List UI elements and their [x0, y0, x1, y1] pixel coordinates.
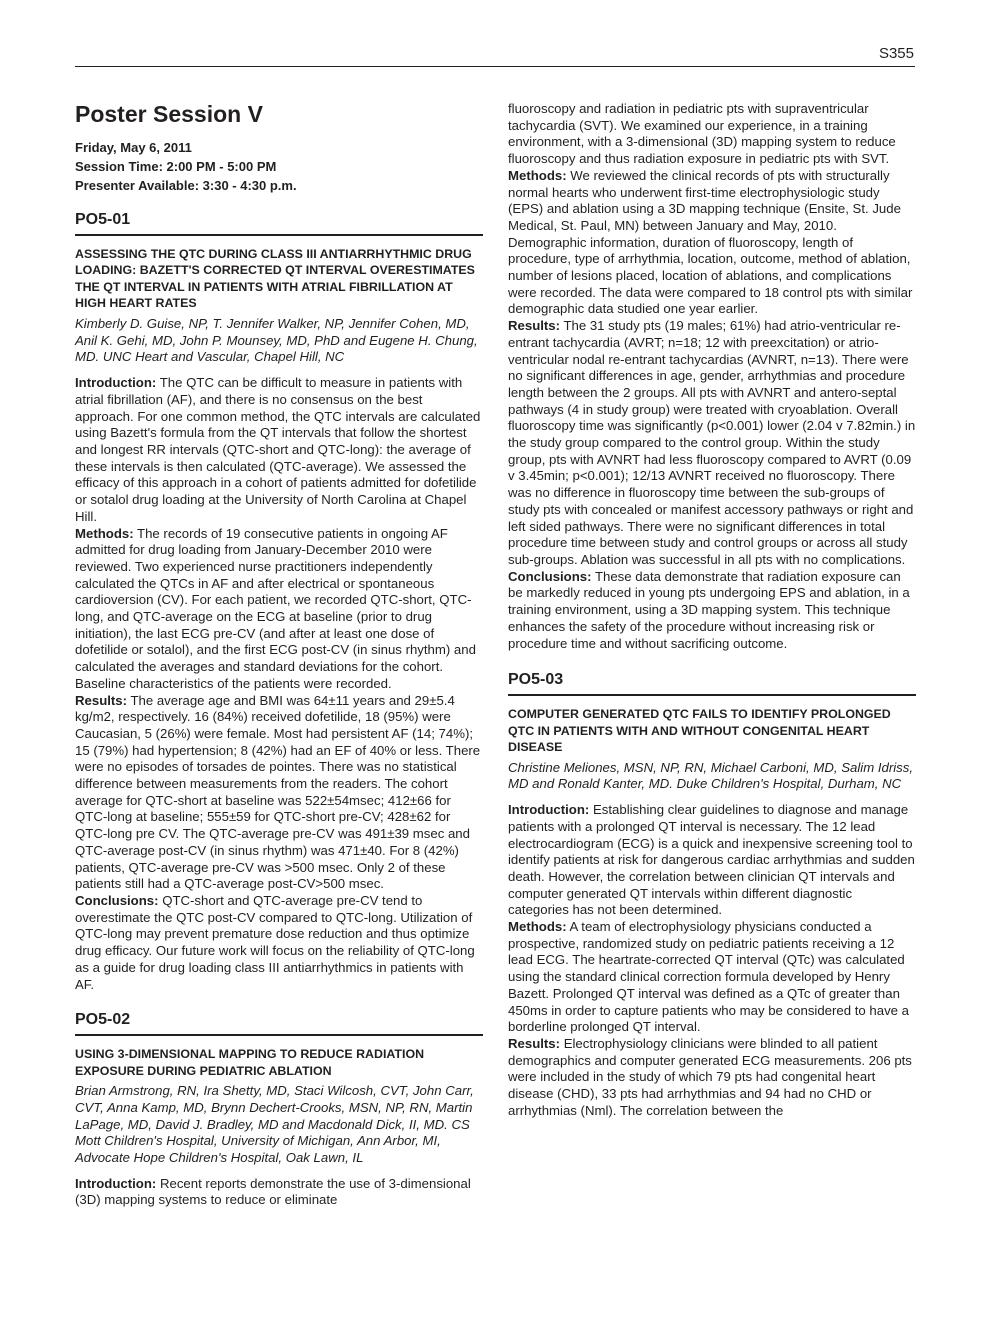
abstract-introduction: Introduction: The QTC can be difficult to measure in patients with atrial fibrillation (AF), and there is no consensus on the best approach. For one common method, the QTC intervals are calculated using Bazett's formula from the QT intervals that follow the shortest and longest RR intervals (QTC-short and QTC-long): the average of these intervals is then calculated (QTC-average). We assessed the efficacy of this approach in a cohort of patients admitted for dofetilide or sotalol drug loading at the University of North Carolina at Chapel Hill. [75, 375, 481, 524]
abstract-po5-03 [508, 672, 916, 1119]
header-rule [75, 66, 915, 67]
abstract-id: PO5-02 [75, 1012, 483, 1036]
right-column [508, 101, 916, 1119]
abstract-results: Results: The average age and BMI was 64±11 years and 29±5.4 kg/m2, respectively. 16 (84%) received dofetilide, 18 (95%) were Caucasian, 5 (26%) were female. Most had persistent AF (14; 74%); 15 (79%) had hypertension; 8 (42%) had an EF of 40% or less. There were no episodes of torsades de pointes. There was no statistical difference between measurements from the readers. The cohort average for QTC-short at baseline was 522±54msec; 412±66 for QTC-long at baseline; 555±59 for QTC-short pre-CV; 428±62 for QTC-long pre CV. The QTC-average pre-CV was 491±39 msec and QTC-average post-CV (in sinus rhythm) was 471±40. For 8 (42%) patients, QTC-average pre-CV was >500 msec. Only 2 of these patients still had a QTC-average post-CV>500 msec. [75, 692, 481, 892]
abstract-po5-01 [75, 212, 483, 993]
abstract-id: PO5-01 [75, 212, 483, 236]
abstract-title: COMPUTER GENERATED QTC FAILS TO IDENTIFY PROLONGED QTC IN PATIENTS WITH AND WITHOUT CONGENITAL HEART DISEASE [508, 706, 891, 755]
abstract-po5-02 [75, 1012, 483, 1209]
abstract-methods: Methods: The records of 19 consecutive patients in ongoing AF admitted for drug loading from January-December 2010 were reviewed. Two experienced nurse practitioners independently calculated the QTCs in AF and after electrical or spontaneous cardioversion (CV). For each patient, we recorded QTC-short, QTC-long, and QTC-average on the ECG at baseline (prior to drug initiation), the last ECG pre-CV (and after at least one dose of dofetilide or sotalol), and the first ECG post-CV (in sinus rhythm) and calculated the averages and standard deviations for the cohort. Baseline characteristics of the patients were recorded. [75, 525, 476, 691]
abstract-introduction-continued: fluoroscopy and radiation in pediatric pts with supraventricular tachycardia (SVT). We examined our experience, in a training environment, with a 3-dimensional (3D) mapping system to reduce fluoroscopy and thus radiation exposure in pediatric pts with SVT. [508, 101, 896, 167]
page-number: S355 [878, 45, 914, 62]
abstract-body [508, 802, 916, 1119]
session-title: Poster Session V [75, 101, 263, 127]
presenter-available: Presenter Available: 3:30 - 4:30 p.m. [75, 178, 297, 193]
abstract-authors: Kimberly D. Guise, NP, T. Jennifer Walker, NP, Jennifer Cohen, MD, Anil K. Gehi, MD, John P. Mounsey, MD, PhD and Eugene H. Chung, MD. UNC Heart and Vascular, Chapel Hill, NC [75, 316, 478, 365]
abstract-title: USING 3-DIMENSIONAL MAPPING TO REDUCE RADIATION EXPOSURE DURING PEDIATRIC ABLATION [75, 1046, 425, 1078]
abstract-authors: Christine Meliones, MSN, NP, RN, Michael Carboni, MD, Salim Idriss, MD and Ronald Kanter, MD. Duke Children's Hospital, Durham, NC [508, 759, 914, 792]
abstract-methods: Methods: A team of electrophysiology physicians conducted a prospective, randomized study on pediatric patients receiving a 12 lead ECG. The heartrate-corrected QT interval (QTc) was calculated using the standard clinical correction formula developed by Henry Bazett. Prolonged QT interval was defined as a QTc of greater than 450ms in order to capture patients who may be considered to have a borderline prolonged QT interval. [508, 919, 909, 1035]
session-date: Friday, May 6, 2011 [75, 140, 192, 155]
abstract-introduction: Introduction: Recent reports demonstrate the use of 3-dimensional (3D) mapping systems to reduce or eliminate [75, 1175, 471, 1208]
abstract-body [75, 375, 483, 993]
abstract-methods: Methods: We reviewed the clinical records of pts with structurally normal hearts who underwent first-time electrophysiologic study (EPS) and ablation using a 3D mapping technique (Ensite, St. Jude Medical, St. Paul, MN) between January and May, 2010. Demographic information, duration of fluoroscopy, length of procedure, type of arrhythmia, location, outcome, method of ablation, number of lesions placed, location of ablations, and complications were recorded. The data were compared to 18 control pts with similar demographic data studied one year earlier. [508, 167, 913, 317]
abstract-title: ASSESSING THE QTC DURING CLASS III ANTIARRHYTHMIC DRUG LOADING: BAZETT'S CORRECTED QT INTERVAL OVERESTIMATES THE QT INTERVAL IN PATIENTS WITH ATRIAL FIBRILLATION AT HIGH HEART RATES [75, 246, 475, 311]
abstract-authors: Brian Armstrong, RN, Ira Shetty, MD, Staci Wilcosh, CVT, John Carr, CVT, Anna Kamp, MD, Brynn Dechert-Crooks, MSN, NP, RN, Martin LaPage, MD, David J. Bradley, MD and Macdonald Dick, II, MD. CS Mott Children's Hospital, University of Michigan, Ann Arbor, MI, Advocate Hope Children's Hospital, Oak Lawn, IL [75, 1083, 474, 1165]
abstract-introduction: Introduction: Establishing clear guidelines to diagnose and manage patients with a prolonged QT interval is necessary. The 12 lead electrocardiogram (ECG) is a quick and inexpensive screening tool to identify patients at risk for dangerous cardiac arrhythmias and sudden death. However, the correlation between clinician QT intervals and computer generated QT intervals within different diagnostic categories has not been determined. [508, 802, 915, 918]
abstract-conclusions: Conclusions: These data demonstrate that radiation exposure can be markedly reduced in young pts undergoing EPS and ablation, in a training environment, using a 3D mapping system. This technique enhances the safety of the procedure without increasing risk or procedure time and without sacrificing outcome. [508, 568, 910, 651]
abstract-results: Results: The 31 study pts (19 males; 61%) had atrio-ventricular re-entrant tachycardia (AVRT; n=18; 12 with preexcitation) or atrio-ventricular nodal re-entrant tachycardias (AVNRT, n=13). There were no significant differences in age, gender, arrhythmias and procedure length between the 2 groups. All pts with AVNRT and antero-septal pathways (4 in study group) were treated with cryoablation. Overall fluoroscopy time was significantly (p<0.001) lower (2.04 v 7.82min.) in the study group compared to the control group. Within the study group, pts with AVNRT had less fluoroscopy compared to AVRT (0.09 v 3.45min; p<0.001); 12/13 AVNRT received no fluoroscopy. There was no difference in fluoroscopy time between the sub-groups of study pts with concealed or manifest accessory pathways or right and left sided pathways. There were no significant differences in total procedure time between study and control groups or across all study sub-groups. Ablation was successful in all pts with no complications. [508, 318, 916, 567]
abstract-id: PO5-03 [508, 672, 916, 696]
abstract-po5-02-continued [508, 101, 916, 652]
abstract-conclusions: Conclusions: QTC-short and QTC-average pre-CV tend to overestimate the QTC post-CV compared to QTC-long. Utilization of QTC-long may prevent premature dose reduction and thus optimize drug efficacy. Our future work will focus on the reliability of QTC-long as a guide for drug loading class III antiarrhythmics in patients with AF. [75, 892, 475, 992]
session-time: Session Time: 2:00 PM - 5:00 PM [75, 159, 277, 174]
left-column [75, 72, 483, 1209]
abstract-results: Results: Electrophysiology clinicians were blinded to all patient demographics and computer generated ECG measurements. 206 pts were included in the study of which 79 pts had congenital heart disease (CHD), 33 pts had arrhythmias and 94 had no CHD or arrhythmias (Nml). The correlation between the [508, 1035, 912, 1118]
abstract-body [75, 1176, 483, 1209]
